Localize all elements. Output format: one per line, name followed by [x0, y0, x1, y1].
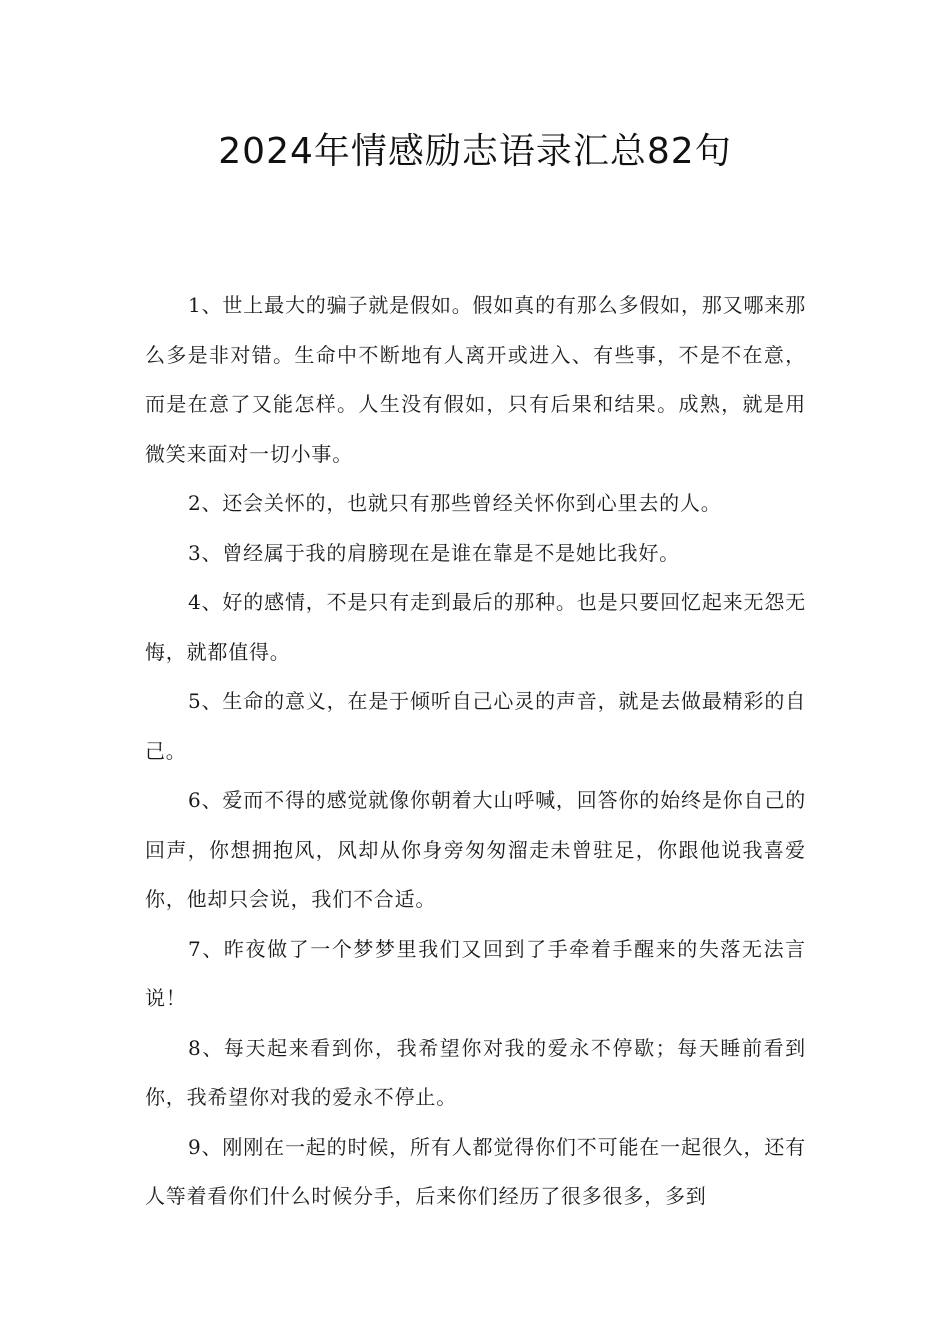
paragraph-5: 5、生命的意义，在是于倾听自己心灵的声音，就是去做最精彩的自己。 [145, 689, 806, 763]
paragraph-4: 4、好的感情，不是只有走到最后的那种。也是只要回忆起来无怨无悔，就都值得。 [145, 590, 806, 664]
document-title: 2024年情感励志语录汇总82句 [218, 131, 732, 172]
paragraph-2: 2、还会关怀的，也就只有那些曾经关怀你到心里去的人。 [188, 491, 722, 515]
paragraph-8: 8、每天起来看到你，我希望你对我的爱永不停歇；每天睡前看到你，我希望你对我的爱永不停止。 [145, 1035, 806, 1109]
paragraph-1: 1、世上最大的骗子就是假如。假如真的有那么多假如，那又哪来那么多是非对错。生命中不断地有人离开或进入、有些事，不是不在意，而是在意了又能怎样。人生没有假如，只有后果和结果。成熟，就是用微笑来面对一切小事。 [145, 293, 806, 466]
paragraph-9: 9、刚刚在一起的时候，所有人都觉得你们不可能在一起很久，还有人等着看你们什么时候分手，后来你们经历了很多很多，多到 [145, 1134, 806, 1208]
paragraph-6: 6、爱而不得的感觉就像你朝着大山呼喊，回答你的始终是你自己的回声，你想拥抱风，风却从你身旁匆匆溜走未曾驻足，你跟他说我喜爱你，他却只会说，我们不合适。 [145, 788, 806, 911]
document-body [145, 281, 806, 1222]
paragraph-7: 7、昨夜做了一个梦梦里我们又回到了手牵着手醒来的失落无法言说！ [145, 936, 806, 1010]
paragraph-3: 3、曾经属于我的肩膀现在是谁在靠是不是她比我好。 [188, 540, 680, 565]
